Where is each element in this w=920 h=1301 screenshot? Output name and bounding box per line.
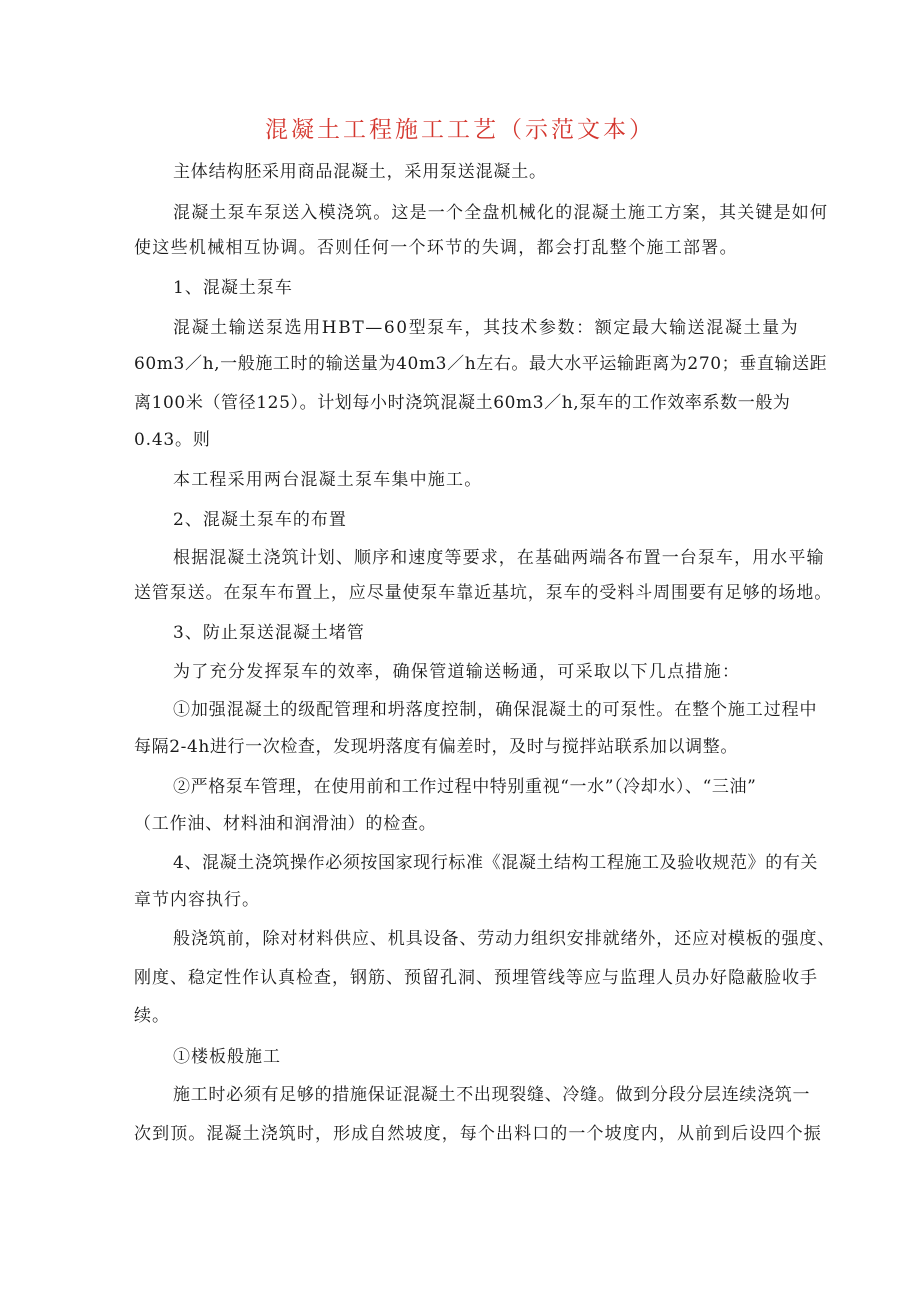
paragraph-line: 使这些机械相互协调。否则任何一个环节的失调，都会打乱整个施工部署。 <box>134 238 738 258</box>
paragraph-line: 主体结构胚采用商品混凝土，采用泵送混凝土。 <box>173 162 547 182</box>
paragraph-line: 送管泵送。在泵车布置上，应尽量使泵车靠近基坑，泵车的受料斗周围要有足够的场地。 <box>134 583 833 603</box>
paragraph-line: 施工时必须有足够的措施保证混凝土不出现裂缝、冷缝。做到分段分层连续浇筑一 <box>173 1085 811 1105</box>
paragraph-line: ②严格泵车管理，在使用前和工作过程中特别重视“一水”（冷却水）、“三油” <box>173 777 757 797</box>
paragraph-line: 混凝土输送泵选用HBT—60型泵车，其技术参数：额定最大输送混凝土量为 <box>173 318 800 338</box>
paragraph-line: 章节内容执行。 <box>134 890 260 910</box>
paragraph-line: 每隔2-4h进行一次检查，发现坍落度有偏差时，及时与搅拌站联系加以调整。 <box>134 737 738 757</box>
paragraph-line: ①加强混凝土的级配管理和坍落度控制，确保混凝土的可泵性。在整个施工过程中 <box>173 700 818 720</box>
paragraph-line: 混凝土泵车泵送入模浇筑。这是一个全盘机械化的混凝土施工方案，其关键是如何 <box>173 203 829 223</box>
paragraph-line: 次到顶。混凝土浇筑时，形成自然坡度，每个出料口的一个坡度内，从前到后设四个振 <box>134 1124 822 1144</box>
paragraph-line: 般浇筑前，除对材料供应、机具设备、劳动力组织安排就绪外，还应对模板的强度、 <box>173 929 836 949</box>
paragraph-line: 本工程采用两台混凝土泵车集中施工。 <box>173 470 483 490</box>
document-title: 混凝土工程施工工艺（示范文本） <box>265 117 655 143</box>
paragraph-line: 刚度、稳定性作认真检查，钢筋、预留孔洞、预埋管线等应与监理人员办好隐蔽脸收手 <box>134 968 818 988</box>
paragraph-line: （工作油、材料油和润滑油）的检查。 <box>134 814 437 834</box>
section-heading: 2、混凝土泵车的布置 <box>173 510 347 530</box>
section-heading: 1、混凝土泵车 <box>173 278 293 298</box>
paragraph-line: 60m3／h,一般施工时的输送量为40m3／h左右。最大水平运输距离为270；垂直输送距 <box>134 354 828 374</box>
section-heading: 4、混凝土浇筑操作必须按国家现行标准《混凝土结构工程施工及验收规范》的有关 <box>173 853 819 873</box>
section-heading: 3、防止泵送混凝土堵管 <box>173 623 365 643</box>
subsection-heading: ①楼板般施工 <box>173 1047 281 1067</box>
paragraph-line: 离100米（管径125）。计划每小时浇筑混凝土60m3／h,泵车的工作效率系数一般为 <box>134 393 791 413</box>
paragraph-line: 0.43。则 <box>134 430 211 450</box>
paragraph-line: 根据混凝土浇筑计划、顺序和速度等要求，在基础两端各布置一台泵车，用水平输 <box>173 548 825 568</box>
paragraph-line: 续。 <box>134 1006 170 1026</box>
paragraph-line: 为了充分发挥泵车的效率，确保管道输送畅通，可采取以下几点措施： <box>173 662 741 682</box>
